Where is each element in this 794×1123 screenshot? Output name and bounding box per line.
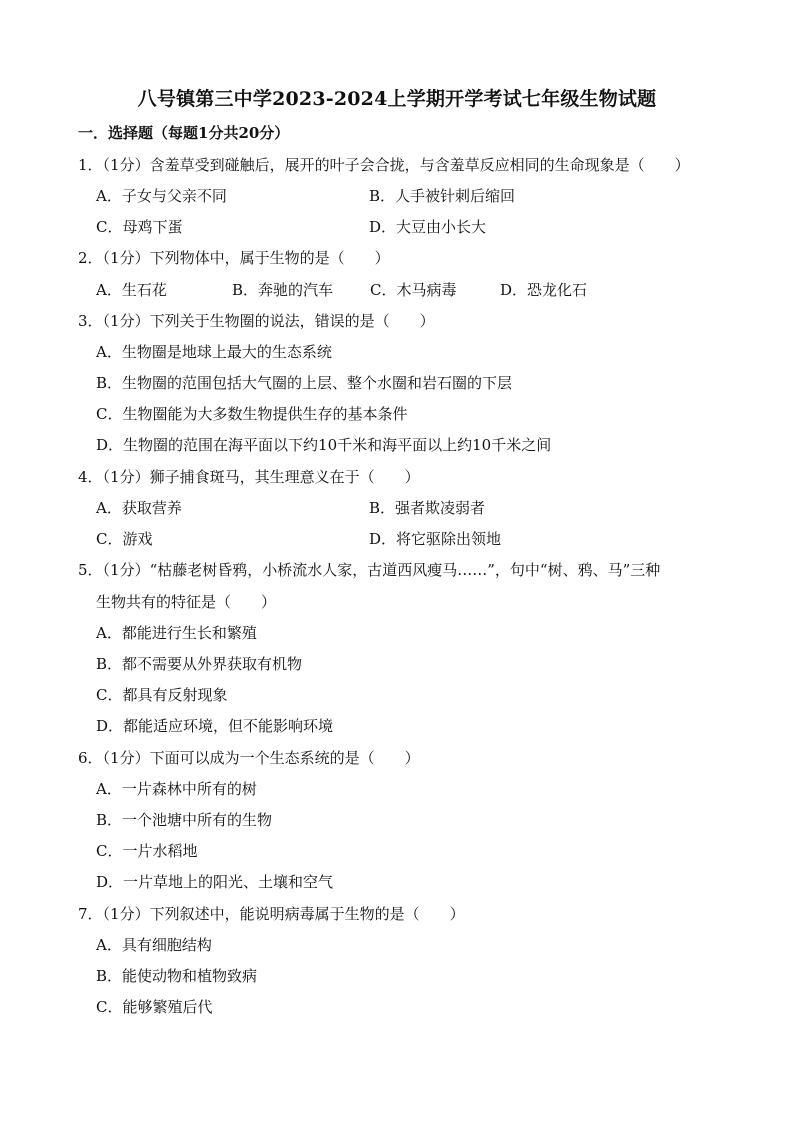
question-5-option-d: D．都能适应环境，但不能影响环境	[96, 717, 334, 735]
question-3-option-c: C．生物圈能为大多数生物提供生存的基本条件	[96, 405, 408, 423]
question-5-option-b: B．都不需要从外界获取有机物	[96, 655, 303, 673]
question-4-option-d: D．将它驱除出领地	[369, 530, 502, 548]
question-1-option-a: A．子女与父亲不同	[96, 187, 227, 205]
question-3-option-d: D．生物圈的范围在海平面以下约10千米和海平面以上约10千米之间	[96, 436, 552, 454]
question-7-option-a: A．具有细胞结构	[96, 936, 212, 954]
exam-title: 八号镇第三中学2023-2024上学期开学考试七年级生物试题	[137, 88, 657, 110]
question-3-option-a: A．生物圈是地球上最大的生态系统	[96, 343, 332, 361]
question-1-stem: 1．（1分）含羞草受到碰触后，展开的叶子会合拢，与含羞草反应相同的生命现象是（ ）	[78, 156, 690, 174]
question-5-stem: 5．（1分）“枯藤老树昏鸦，小桥流水人家，古道西风瘦马……”，句中“树、鸦、马”三种	[78, 561, 661, 579]
question-5-option-c: C．都具有反射现象	[96, 686, 228, 704]
question-5-option-a: A．都能进行生长和繁殖	[96, 624, 257, 642]
question-4-option-b: B．强者欺凌弱者	[369, 499, 486, 517]
question-6-option-b: B．一个池塘中所有的生物	[96, 811, 273, 829]
question-6-option-a: A．一片森林中所有的树	[96, 780, 257, 798]
question-4-option-a: A．获取营养	[96, 499, 182, 517]
question-2-option-c: C．木马病毒	[370, 281, 457, 299]
question-4-stem: 4．（1分）狮子捕食斑马，其生理意义在于（ ）	[78, 468, 420, 486]
question-4-option-c: C．游戏	[96, 530, 153, 548]
question-5-stem-continued: 生物共有的特征是（ ）	[96, 593, 277, 611]
question-1-option-b: B．人手被针刺后缩回	[369, 187, 516, 205]
question-2-option-d: D．恐龙化石	[500, 281, 588, 299]
question-6-stem: 6．（1分）下面可以成为一个生态系统的是（ ）	[78, 749, 420, 767]
question-3-stem: 3．（1分）下列关于生物圈的说法，错误的是（ ）	[78, 312, 435, 330]
question-2-option-a: A．生石花	[96, 281, 167, 299]
question-7-option-b: B．能使动物和植物致病	[96, 967, 258, 985]
question-6-option-d: D．一片草地上的阳光、土壤和空气	[96, 873, 334, 891]
question-7-stem: 7．（1分）下列叙述中，能说明病毒属于生物的是（ ）	[78, 905, 465, 923]
question-3-option-b: B．生物圈的范围包括大气圈的上层、整个水圈和岩石圈的下层	[96, 374, 513, 392]
question-1-option-d: D．大豆由小长大	[369, 218, 487, 236]
section-header: 一．选择题（每题1分共20分）	[78, 124, 290, 142]
question-2-stem: 2．（1分）下列物体中，属于生物的是（ ）	[78, 249, 390, 267]
question-7-option-c: C．能够繁殖后代	[96, 998, 213, 1016]
question-2-option-b: B．奔驰的汽车	[232, 281, 334, 299]
question-1-option-c: C．母鸡下蛋	[96, 218, 183, 236]
question-6-option-c: C．一片水稻地	[96, 842, 198, 860]
